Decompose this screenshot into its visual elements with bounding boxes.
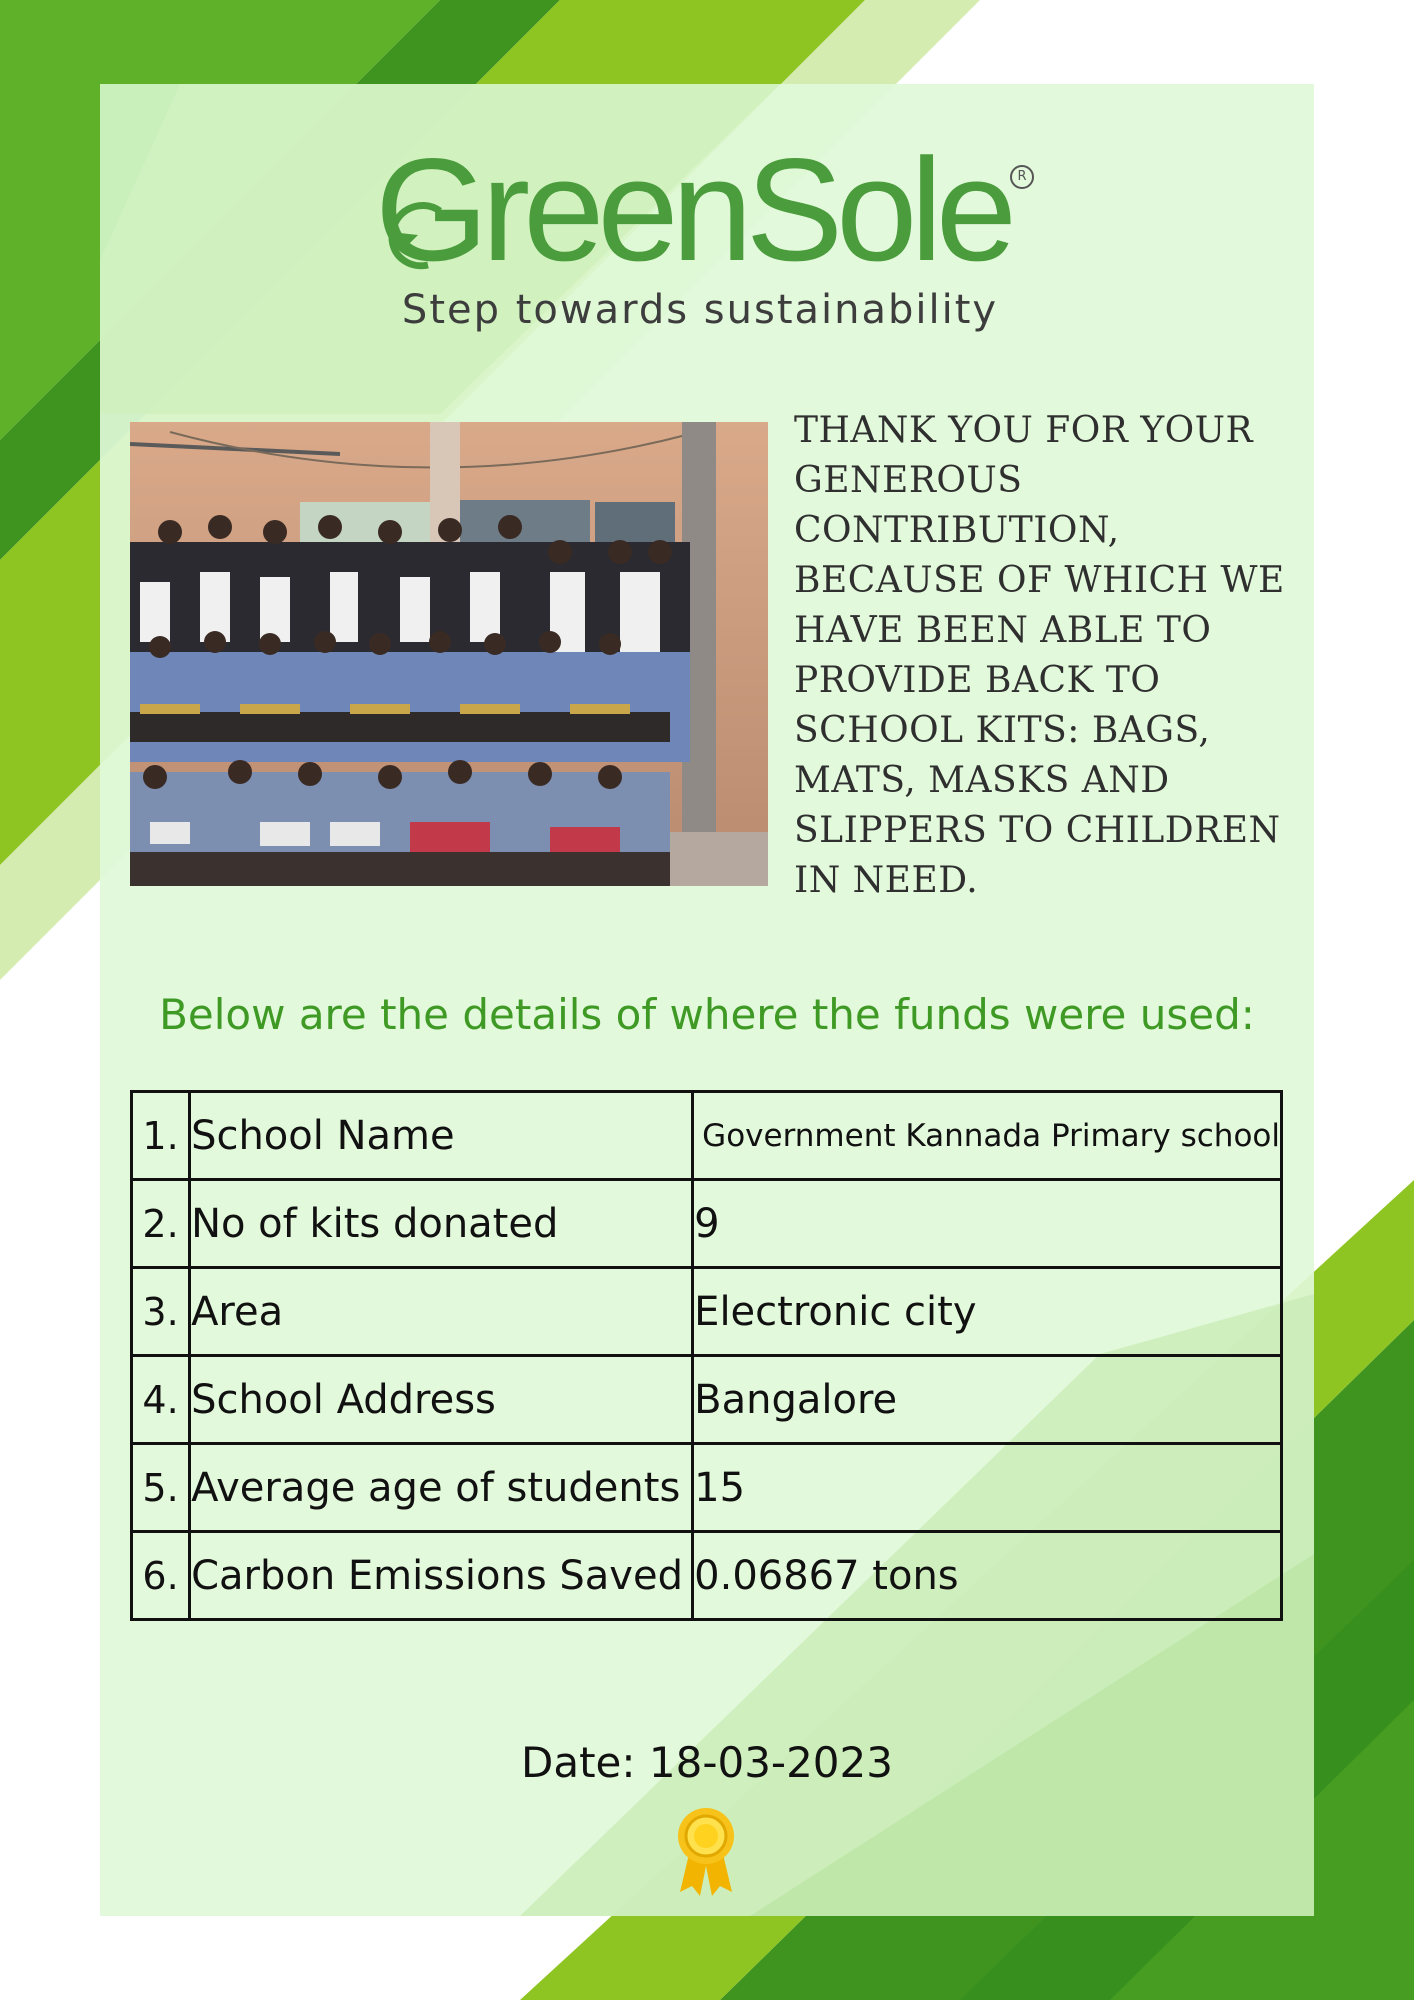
row-number: 3. — [132, 1268, 190, 1356]
row-value: 15 — [693, 1444, 1282, 1532]
row-label: School Name — [190, 1092, 693, 1180]
row-number: 4. — [132, 1356, 190, 1444]
funds-details-table — [130, 1090, 1283, 1621]
table-row — [132, 1180, 1282, 1268]
row-value: Electronic city — [693, 1268, 1282, 1356]
date-label: Date: 18-03-2023 — [521, 1738, 893, 1787]
greensole-logo — [370, 128, 1050, 345]
table-row — [132, 1356, 1282, 1444]
table-row — [132, 1092, 1282, 1180]
row-number: 6. — [132, 1532, 190, 1620]
table-row — [132, 1444, 1282, 1532]
row-label: School Address — [190, 1356, 693, 1444]
row-label: No of kits donated — [190, 1180, 693, 1268]
registered-mark-icon: R — [1010, 165, 1034, 189]
row-number: 2. — [132, 1180, 190, 1268]
group-photo — [130, 422, 768, 886]
thank-you-message: THANK YOU FOR YOUR GENEROUS CONTRIBUTION, BECAUSE OF WHICH WE HAVE BEEN ABLE TO PROVIDE BACK TO SCHOOL KITS: BAGS, MATS, MASKS AND SLIPPERS TO CHILDREN IN NEED. — [794, 410, 1285, 901]
award-rosette-icon — [672, 1806, 740, 1898]
row-label: Area — [190, 1268, 693, 1356]
row-value: 9 — [693, 1180, 1282, 1268]
row-value: Bangalore — [693, 1356, 1282, 1444]
row-value: 0.06867 tons — [693, 1532, 1282, 1620]
logo-tagline: Step towards sustainability — [401, 287, 999, 333]
row-number: 1. — [132, 1092, 190, 1180]
row-label: Carbon Emissions Saved — [190, 1532, 693, 1620]
table-row — [132, 1532, 1282, 1620]
row-label: Average age of students — [190, 1444, 693, 1532]
logo-wordmark: GreenSole — [375, 128, 1010, 291]
table-row — [132, 1268, 1282, 1356]
details-intro: Below are the details of where the funds were used: — [159, 990, 1255, 1039]
row-value: Government Kannada Primary school — [693, 1092, 1282, 1180]
group-photo-image — [130, 422, 768, 886]
row-number: 5. — [132, 1444, 190, 1532]
